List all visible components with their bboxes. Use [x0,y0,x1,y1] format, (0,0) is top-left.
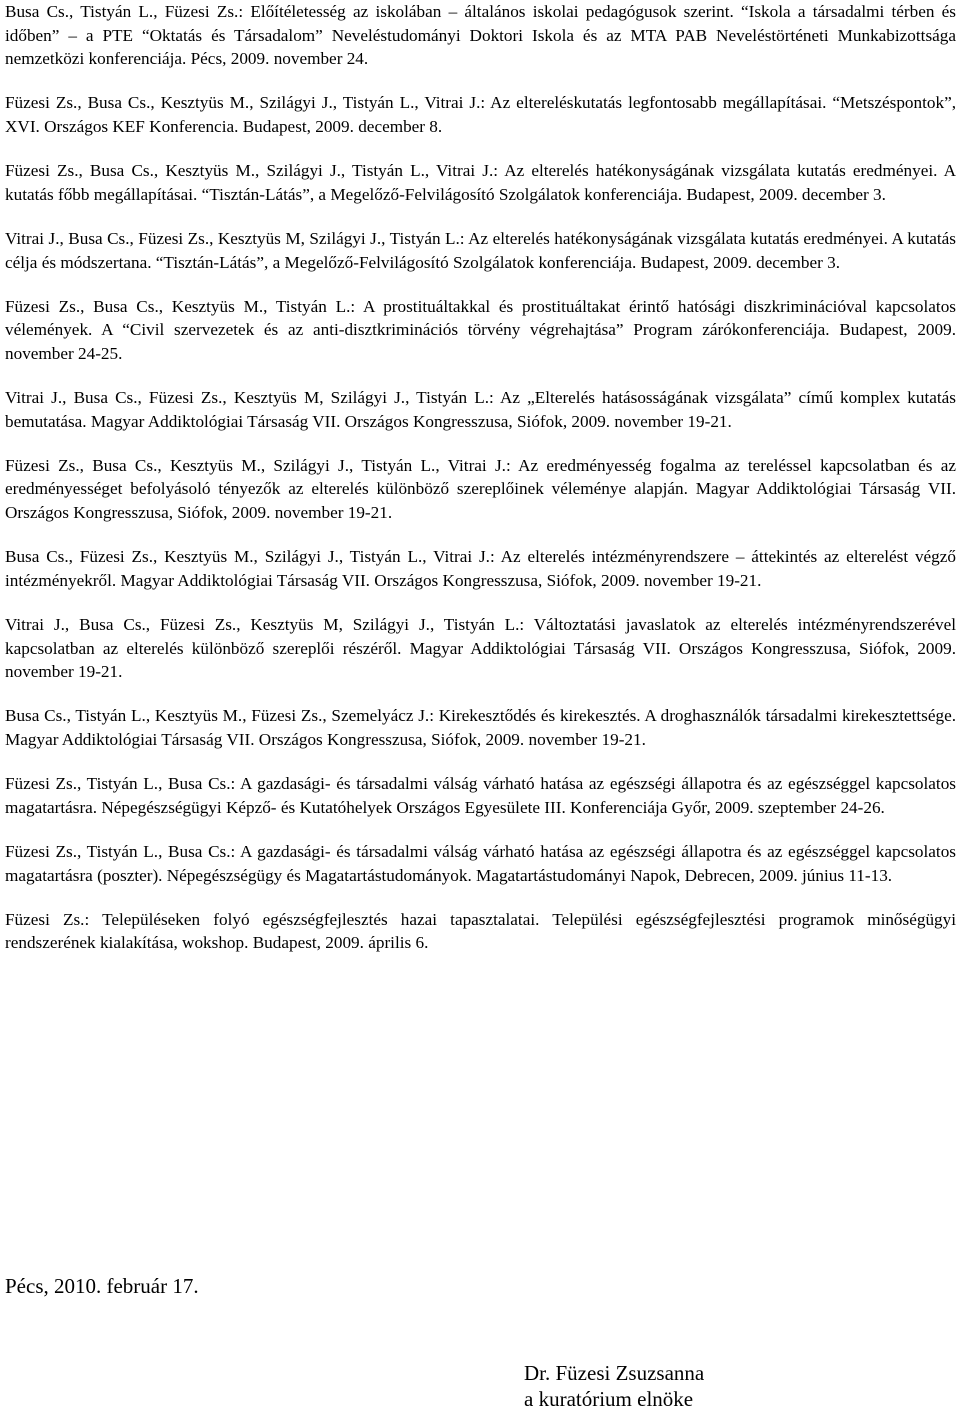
publication-entry-3: Füzesi Zs., Busa Cs., Kesztyüs M., Szilágyi J., Tistyán L., Vitrai J.: Az elterelés hatékonyságának vizsgálata kutatás eredményei. A kutatás főbb megállapításai. “Tisztán-Látás”, a Megelőző-Felvilágosító Szolgálatok konferenciája. Budapest, 2009. december 3. [5,161,956,204]
publication-entry-8: Busa Cs., Füzesi Zs., Kesztyüs M., Szilágyi J., Tistyán L., Vitrai J.: Az elterelés intézményrendszere – áttekintés az elterelést végző intézményekről. Magyar Addiktológiai Társaság VII. Országos Kongresszusa, Siófok, 2009. november 19-21. [5,547,956,590]
publication-entry-7: Füzesi Zs., Busa Cs., Kesztyüs M., Szilágyi J., Tistyán L., Vitrai J.: Az eredményesség fogalma az tereléssel kapcsolatban és az eredményességet befolyásoló tényezők az elterelés különböző szereplőinek véleménye alapján. Magyar Addiktológiai Társaság VII. Országos Kongresszusa, Siófok, 2009. november 19-21. [5,455,956,523]
publication-entry-9: Vitrai J., Busa Cs., Füzesi Zs., Kesztyüs M, Szilágyi J., Tistyán L.: Változtatási javaslatok az elterelés intézményrendszerével kapcsolatban az elterelés különböző szereplői részéről. Magyar Addiktológiai Társaság VII. Országos Kongresszusa, Siófok, 2009. november 19-21. [5,615,956,682]
publication-entry-6: Vitrai J., Busa Cs., Füzesi Zs., Kesztyüs M, Szilágyi J., Tistyán L.: Az „Elterelés hatásosságának vizsgálata” című komplex kutatás bemutatása. Magyar Addiktológiai Társaság VII. Országos Kongresszusa, Siófok, 2009. november 19-21. [5,388,956,431]
signer-name: Dr. Füzesi Zsuzsanna [524,1361,705,1385]
publication-entry-5: Füzesi Zs., Busa Cs., Kesztyüs M., Tistyán L.: A prostituáltakkal és prostituáltakat érintő hatósági diszkriminációval kapcsolatos vélemények. A “Civil szervezetek és az anti-disztkriminációs törvény végrehajtása” Program zárókonferenciája. Budapest, 2009. november 24-25. [5,296,956,363]
publication-list [5,0,956,955]
publication-entry-12: Füzesi Zs., Tistyán L., Busa Cs.: A gazdasági- és társadalmi válság várható hatása az egészségi állapotra és az egészséggel kapcsolatos magatartásra (poszter). Népegészségügy és Magatartástudományok. Magatartástudományi Napok, Debrecen, 2009. június 11-13. [5,841,956,885]
publication-entry-13: Füzesi Zs.: Településeken folyó egészségfejlesztés hazai tapasztalatai. Települési egészségfejlesztési programok minőségügyi rendszerének kialakítása, wokshop. Budapest, 2009. április 6. [5,909,956,953]
signature-block [524,1360,704,1412]
publication-entry-4: Vitrai J., Busa Cs., Füzesi Zs., Kesztyüs M, Szilágyi J., Tistyán L.: Az elterelés hatékonyságának vizsgálata kutatás eredményei. A kutatás célja és módszertana. “Tisztán-Látás”, a Megelőző-Felvilágosító Szolgálatok konferenciája. Budapest, 2009. december 3. [5,228,956,272]
publication-entry-1: Busa Cs., Tistyán L., Füzesi Zs.: Előítéletesség az iskolában – általános iskolai pedagógusok szerint. “Iskola a társadalmi térben és időben” – a PTE “Oktatás és Társadalom” Neveléstudományi Doktori Iskola és az MTA PAB Neveléstörténeti Munkabizottsága nemzetközi konferenciája. Pécs, 2009. november 24. [5,2,956,69]
place-and-date: Pécs, 2010. február 17. [5,1274,199,1298]
publication-entry-10: Busa Cs., Tistyán L., Kesztyüs M., Füzesi Zs., Szemelyácz J.: Kirekesztődés és kirekesztés. A droghasználók társadalmi kirekesztettsége. Magyar Addiktológiai Társaság VII. Országos Kongresszusa, Siófok, 2009. november 19-21. [5,706,956,749]
publication-entry-2: Füzesi Zs., Busa Cs., Kesztyüs M., Szilágyi J., Tistyán L., Vitrai J.: Az eltereléskutatás legfontosabb megállapításai. “Metszéspontok”, XVI. Országos KEF Konferencia. Budapest, 2009. december 8. [5,93,956,136]
publication-entry-11: Füzesi Zs., Tistyán L., Busa Cs.: A gazdasági- és társadalmi válság várható hatása az egészségi állapotra és az egészséggel kapcsolatos magatartásra. Népegészségügyi Képző- és Kutatóhelyek Országos Egyesülete III. Konferenciája Győr, 2009. szeptember 24-26. [5,774,956,817]
signer-title: a kuratórium elnöke [524,1387,694,1411]
